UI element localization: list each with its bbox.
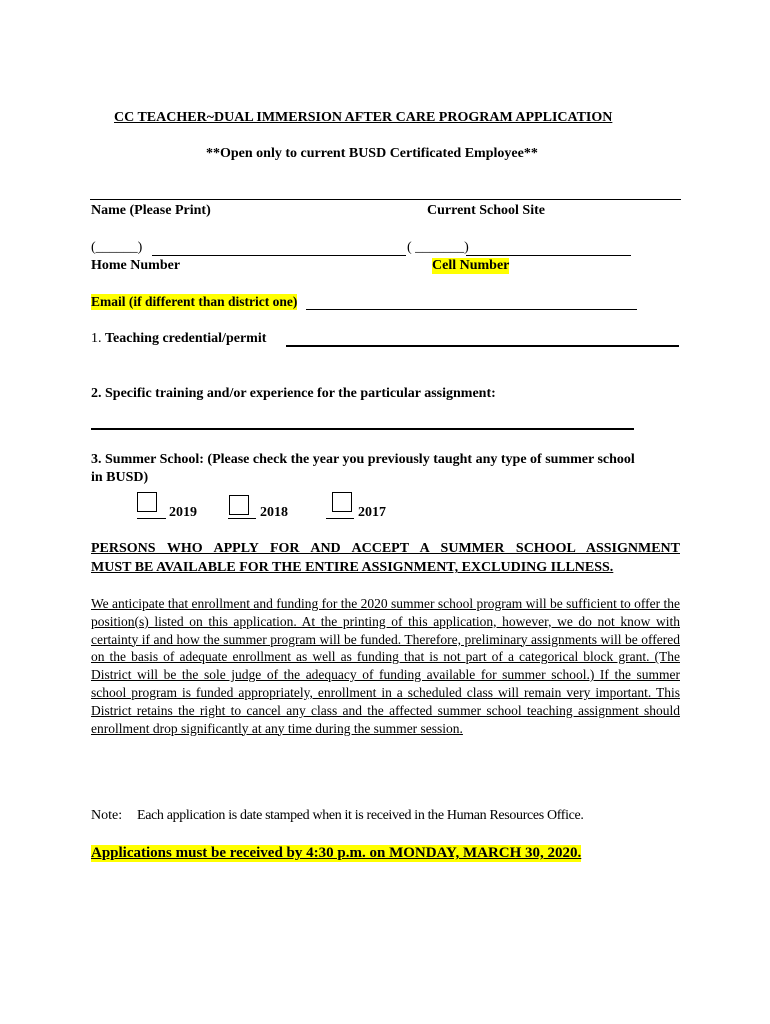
training-field[interactable] [91, 428, 634, 430]
note-label: Note: [91, 808, 123, 823]
checkbox-2017[interactable] [332, 492, 352, 512]
top-divider [90, 199, 681, 200]
email-label: Email (if different than district one) [91, 294, 298, 309]
notice-line-2: MUST BE AVAILABLE FOR THE ENTIRE ASSIGNMENT, EXCLUDING ILLNESS. [91, 560, 614, 575]
checkbox-2019-underline [137, 518, 166, 519]
training-label: 2. Specific training and/or experience for the particular assignment: [91, 386, 496, 401]
name-label: Name (Please Print) [91, 203, 211, 218]
form-subtitle: **Open only to current BUSD Certificated Employee** [206, 146, 538, 161]
summer-school-question: 3. Summer School: (Please check the year you previously taught any type of summer school [91, 452, 635, 467]
credential-label: Teaching credential/permit [105, 331, 267, 346]
checkbox-2019[interactable] [137, 492, 157, 512]
credential-field[interactable] [286, 345, 679, 347]
checkbox-2018-underline [228, 518, 256, 519]
cell-phone-prefix: ( _______) [407, 240, 469, 255]
year-2017-label: 2017 [358, 505, 386, 520]
notice-line-1: PERSONS WHO APPLY FOR AND ACCEPT A SUMMER SCHOOL ASSIGNMENT [91, 541, 680, 556]
deadline-notice: Applications must be received by 4:30 p.m. on MONDAY, MARCH 30, 2020. [91, 845, 582, 861]
home-number-label: Home Number [91, 258, 181, 273]
credential-number [91, 331, 266, 347]
credential-index: 1. [91, 331, 102, 346]
summer-school-question-cont: in BUSD) [91, 470, 149, 485]
checkbox-2017-underline [326, 518, 354, 519]
home-phone-prefix: (______) [91, 240, 143, 255]
site-label: Current School Site [427, 203, 545, 218]
cell-phone-field[interactable] [466, 255, 631, 256]
year-2019-label: 2019 [169, 505, 197, 520]
cell-number-label: Cell Number [432, 258, 510, 273]
email-field[interactable] [306, 309, 637, 310]
note-text: Each application is date stamped when it is received in the Human Resources Office. [137, 808, 584, 823]
home-phone-field[interactable] [152, 255, 406, 256]
year-2018-label: 2018 [260, 505, 288, 520]
funding-paragraph: We anticipate that enrollment and funding for the 2020 summer school program will be sufficient to offer the position(s) listed on this application. At the printing of this application, however, we do not know with certainty if and how the summer program will be funded. Therefore, preliminary assignments will be offered on the basis of adequate enrollment as well as funding that is not part of a categorical block grant. (The District will be the sole judge of the adequacy of funding available for summer school.) If the summer school program is funded appropriately, enrollment in a scheduled class will remain very important. This District retains the right to cancel any class and the affected summer school teaching assignment should enrollment drop significantly at any time during the summer session. [91, 596, 680, 736]
checkbox-2018[interactable] [229, 495, 249, 515]
form-title: CC TEACHER~DUAL IMMERSION AFTER CARE PROGRAM APPLICATION [114, 110, 613, 125]
